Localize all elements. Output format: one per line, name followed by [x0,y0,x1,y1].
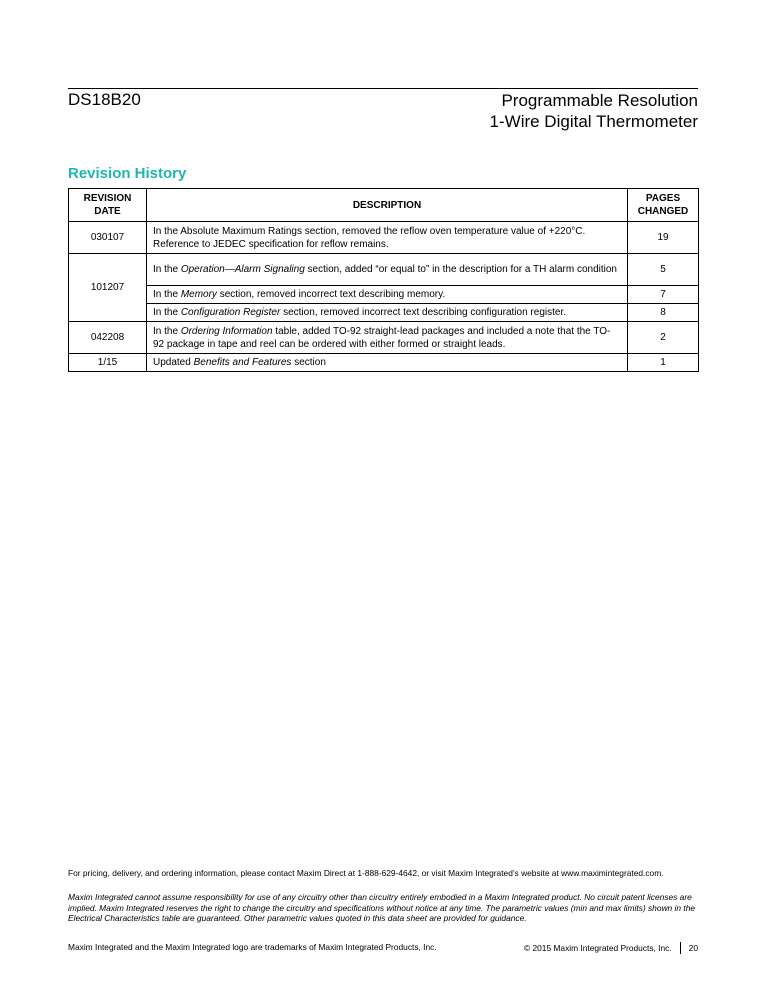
revision-description: In the Absolute Maximum Ratings section, removed the reflow oven temperature value of +220°C. Reference to JEDEC specification for reflow remains. [147,222,628,254]
revision-description: In the Memory section, removed incorrect text describing memory. [147,286,628,304]
footer-disclaimer: Maxim Integrated cannot assume responsibility for use of any circuitry other than circuitry entirely embodied in a Maxim Integrated product. No circuit patent licenses are implied. Maxim Integrated reserves the right to change the circuitry and specifications without notice at any time. The parametric values (min and max limits) shown in the Electrical Characteristics table are guaranteed. Other parametric values quoted in this data sheet are provided for guidance. [68,892,696,923]
revision-description: In the Configuration Register section, removed incorrect text describing configuration register. [147,304,628,322]
trademark-notice: Maxim Integrated and the Maxim Integrated logo are trademarks of Maxim Integrated Products, Inc. [68,942,437,952]
footer-separator [680,942,681,954]
pages-changed: 7 [628,286,699,304]
table-header-row [69,189,699,222]
revision-date: 030107 [69,222,147,254]
revision-description: In the Ordering Information table, added TO-92 straight-lead packages and included a note that the TO-92 package in tape and reel can be ordered with either formed or straight leads. [147,322,628,354]
revision-date: 042208 [69,322,147,354]
table-row [69,304,699,322]
page-number: 20 [688,942,698,953]
footer-contact-info: For pricing, delivery, and ordering information, please contact Maxim Direct at 1-888-629-4642, or visit Maxim Integrated’s website at www.maximintegrated.com. [68,868,664,878]
revision-date: 101207 [69,254,147,322]
part-number: DS18B20 [68,90,141,109]
revision-description: Updated Benefits and Features section [147,354,628,372]
table-row [69,286,699,304]
pages-changed: 2 [628,322,699,354]
pages-changed: 19 [628,222,699,254]
revision-description: In the Operation—Alarm Signaling section, added “or equal to” in the description for a TH alarm condition [147,254,628,286]
revision-date: 1/15 [69,354,147,372]
footer-right [524,942,698,954]
table-row [69,254,699,286]
table-row [69,322,699,354]
footer-bottom-bar [68,942,698,954]
copyright-notice: © 2015 Maxim Integrated Products, Inc. [523,942,672,953]
title-line-1: Programmable Resolution [501,91,698,110]
pages-changed: 8 [628,304,699,322]
header-revision-date: REVISION DATE [69,189,147,222]
pages-changed: 5 [628,254,699,286]
revision-history-table [68,188,699,372]
title-line-2: 1-Wire Digital Thermometer [489,112,698,131]
table-row [69,354,699,372]
header-pages-changed: PAGES CHANGED [628,189,699,222]
pages-changed: 1 [628,354,699,372]
document-title [490,90,698,132]
header-rule [68,88,698,89]
header-description: DESCRIPTION [147,189,628,222]
section-heading: Revision History [68,165,187,182]
table-row [69,222,699,254]
